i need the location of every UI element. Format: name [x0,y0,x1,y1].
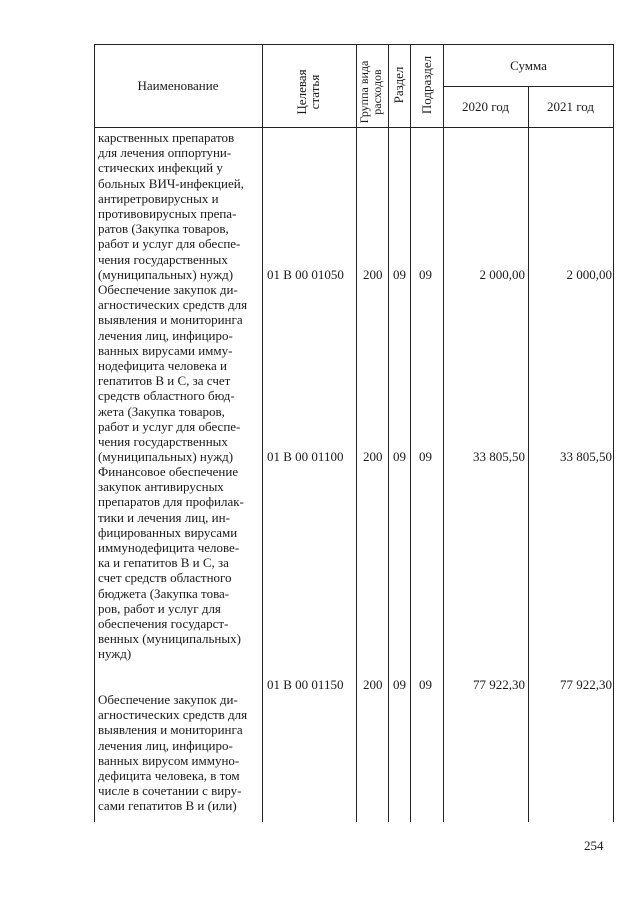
desc-line: противовирусных препа- [98,205,237,221]
desc-line: больных ВИЧ-инфекцией, [98,175,244,191]
desc-line: числе в сочетании с виру- [98,783,242,799]
desc-line: работ и услуг для обеспе- [98,418,241,434]
row-sum-2021: 77 922,30 [560,677,612,692]
row-description-2 [98,282,258,464]
row-article: 01 В 00 01050 [267,267,344,282]
desc-line: обеспечения государст- [98,615,229,631]
table-top-border [94,44,614,45]
col-divider-section [410,44,411,822]
row-sum-2021: 2 000,00 [566,267,612,282]
desc-line: работ и услуг для обеспе- [98,236,241,252]
desc-line: стических инфекций у [98,160,223,176]
desc-line: иммунодефицита челове- [98,539,240,555]
desc-line: Обеспечение закупок ди- [98,692,238,707]
desc-line: закупок антивирусных [98,479,224,495]
row-description-4 [98,692,258,814]
desc-line: фицированных вирусами [98,524,238,540]
desc-line: гепатитов В и С, за счет [98,373,231,389]
desc-line: ванных вирусом иммуно- [98,752,240,768]
row-sum-2020: 33 805,50 [473,449,525,464]
desc-line: (муниципальных) нужд) [98,266,234,282]
header-bottom-border [94,127,614,128]
desc-line: сами гепатитов В и (или) [98,798,237,814]
desc-line: агностических средств для [98,707,248,723]
header-name: Наименование [137,78,219,93]
desc-line: карственных препаратов [98,130,235,145]
table-left-border [94,44,95,822]
desc-line: средств областного бюд- [98,388,235,404]
row-description-1 [98,130,258,282]
row-sum-2021: 33 805,50 [560,449,612,464]
header-subsection [420,45,434,125]
desc-line: для лечения оппортуни- [98,145,232,161]
row-article: 01 В 00 01150 [267,677,344,692]
desc-line: ка и гепатитов В и С, за [98,555,229,571]
row-article: 01 В 00 01100 [267,449,344,464]
row-subsection: 09 [419,677,432,692]
col-divider-subsection [443,44,444,822]
header-target-article [295,52,323,132]
row-section: 09 [393,267,406,282]
col-divider-article [356,44,357,822]
desc-line: чения государственных [98,433,228,449]
desc-line: жета (Закупка товаров, [98,403,225,419]
header-expense-group-text: Группа вида расходов [357,60,384,124]
row-sum-2020: 77 922,30 [473,677,525,692]
row-group: 200 [363,449,383,464]
row-subsection: 09 [419,449,432,464]
desc-line: лечения лиц, инфициро- [98,737,233,753]
desc-line: бюджета (Закупка това- [98,585,230,601]
header-expense-group [358,52,386,132]
table-right-border [613,44,614,822]
desc-line: лечения лиц, инфициро- [98,327,233,343]
row-section: 09 [393,677,406,692]
header-year-2020: 2020 год [462,99,509,114]
desc-line: чения государственных [98,251,228,267]
header-year-2021: 2021 год [547,99,594,114]
desc-line: ванных вирусами имму- [98,342,233,358]
desc-line: дефицита человека, в том [98,767,240,783]
desc-line: венных (муниципальных) [98,631,241,647]
desc-line: агностических средств для [98,297,248,313]
row-description-3 [98,464,258,661]
col-divider-group [388,44,389,822]
row-subsection: 09 [419,267,432,282]
desc-line: препаратов для профилак- [98,494,244,510]
row-group: 200 [363,677,383,692]
header-target-article-text: Целевая статья [294,69,322,115]
desc-line: нужд) [98,646,132,662]
header-subsection-text: Подраздел [419,55,434,115]
desc-line: выявления и мониторинга [98,312,243,328]
desc-line: тики и лечения лиц, ин- [98,509,230,525]
row-section: 09 [393,449,406,464]
desc-line: Обеспечение закупок ди- [98,282,238,297]
desc-line: ратов (Закупка товаров, [98,221,229,237]
page-number: 254 [584,838,604,853]
desc-line: Финансовое обеспечение [98,464,239,479]
row-sum-2020: 2 000,00 [479,267,525,282]
desc-line: нодефицита человека и [98,357,228,373]
desc-line: антиретровирусных и [98,190,219,206]
row-group: 200 [363,267,383,282]
desc-line: счет средств областного [98,570,232,586]
col-divider-name [262,44,263,822]
desc-line: выявления и мониторинга [98,722,243,738]
desc-line: (муниципальных) нужд) [98,449,234,465]
budget-table [94,44,614,822]
header-sum: Сумма [510,58,547,73]
header-section-text: Раздел [391,66,406,104]
desc-line: ров, работ и услуг для [98,600,221,616]
header-section [392,55,406,115]
